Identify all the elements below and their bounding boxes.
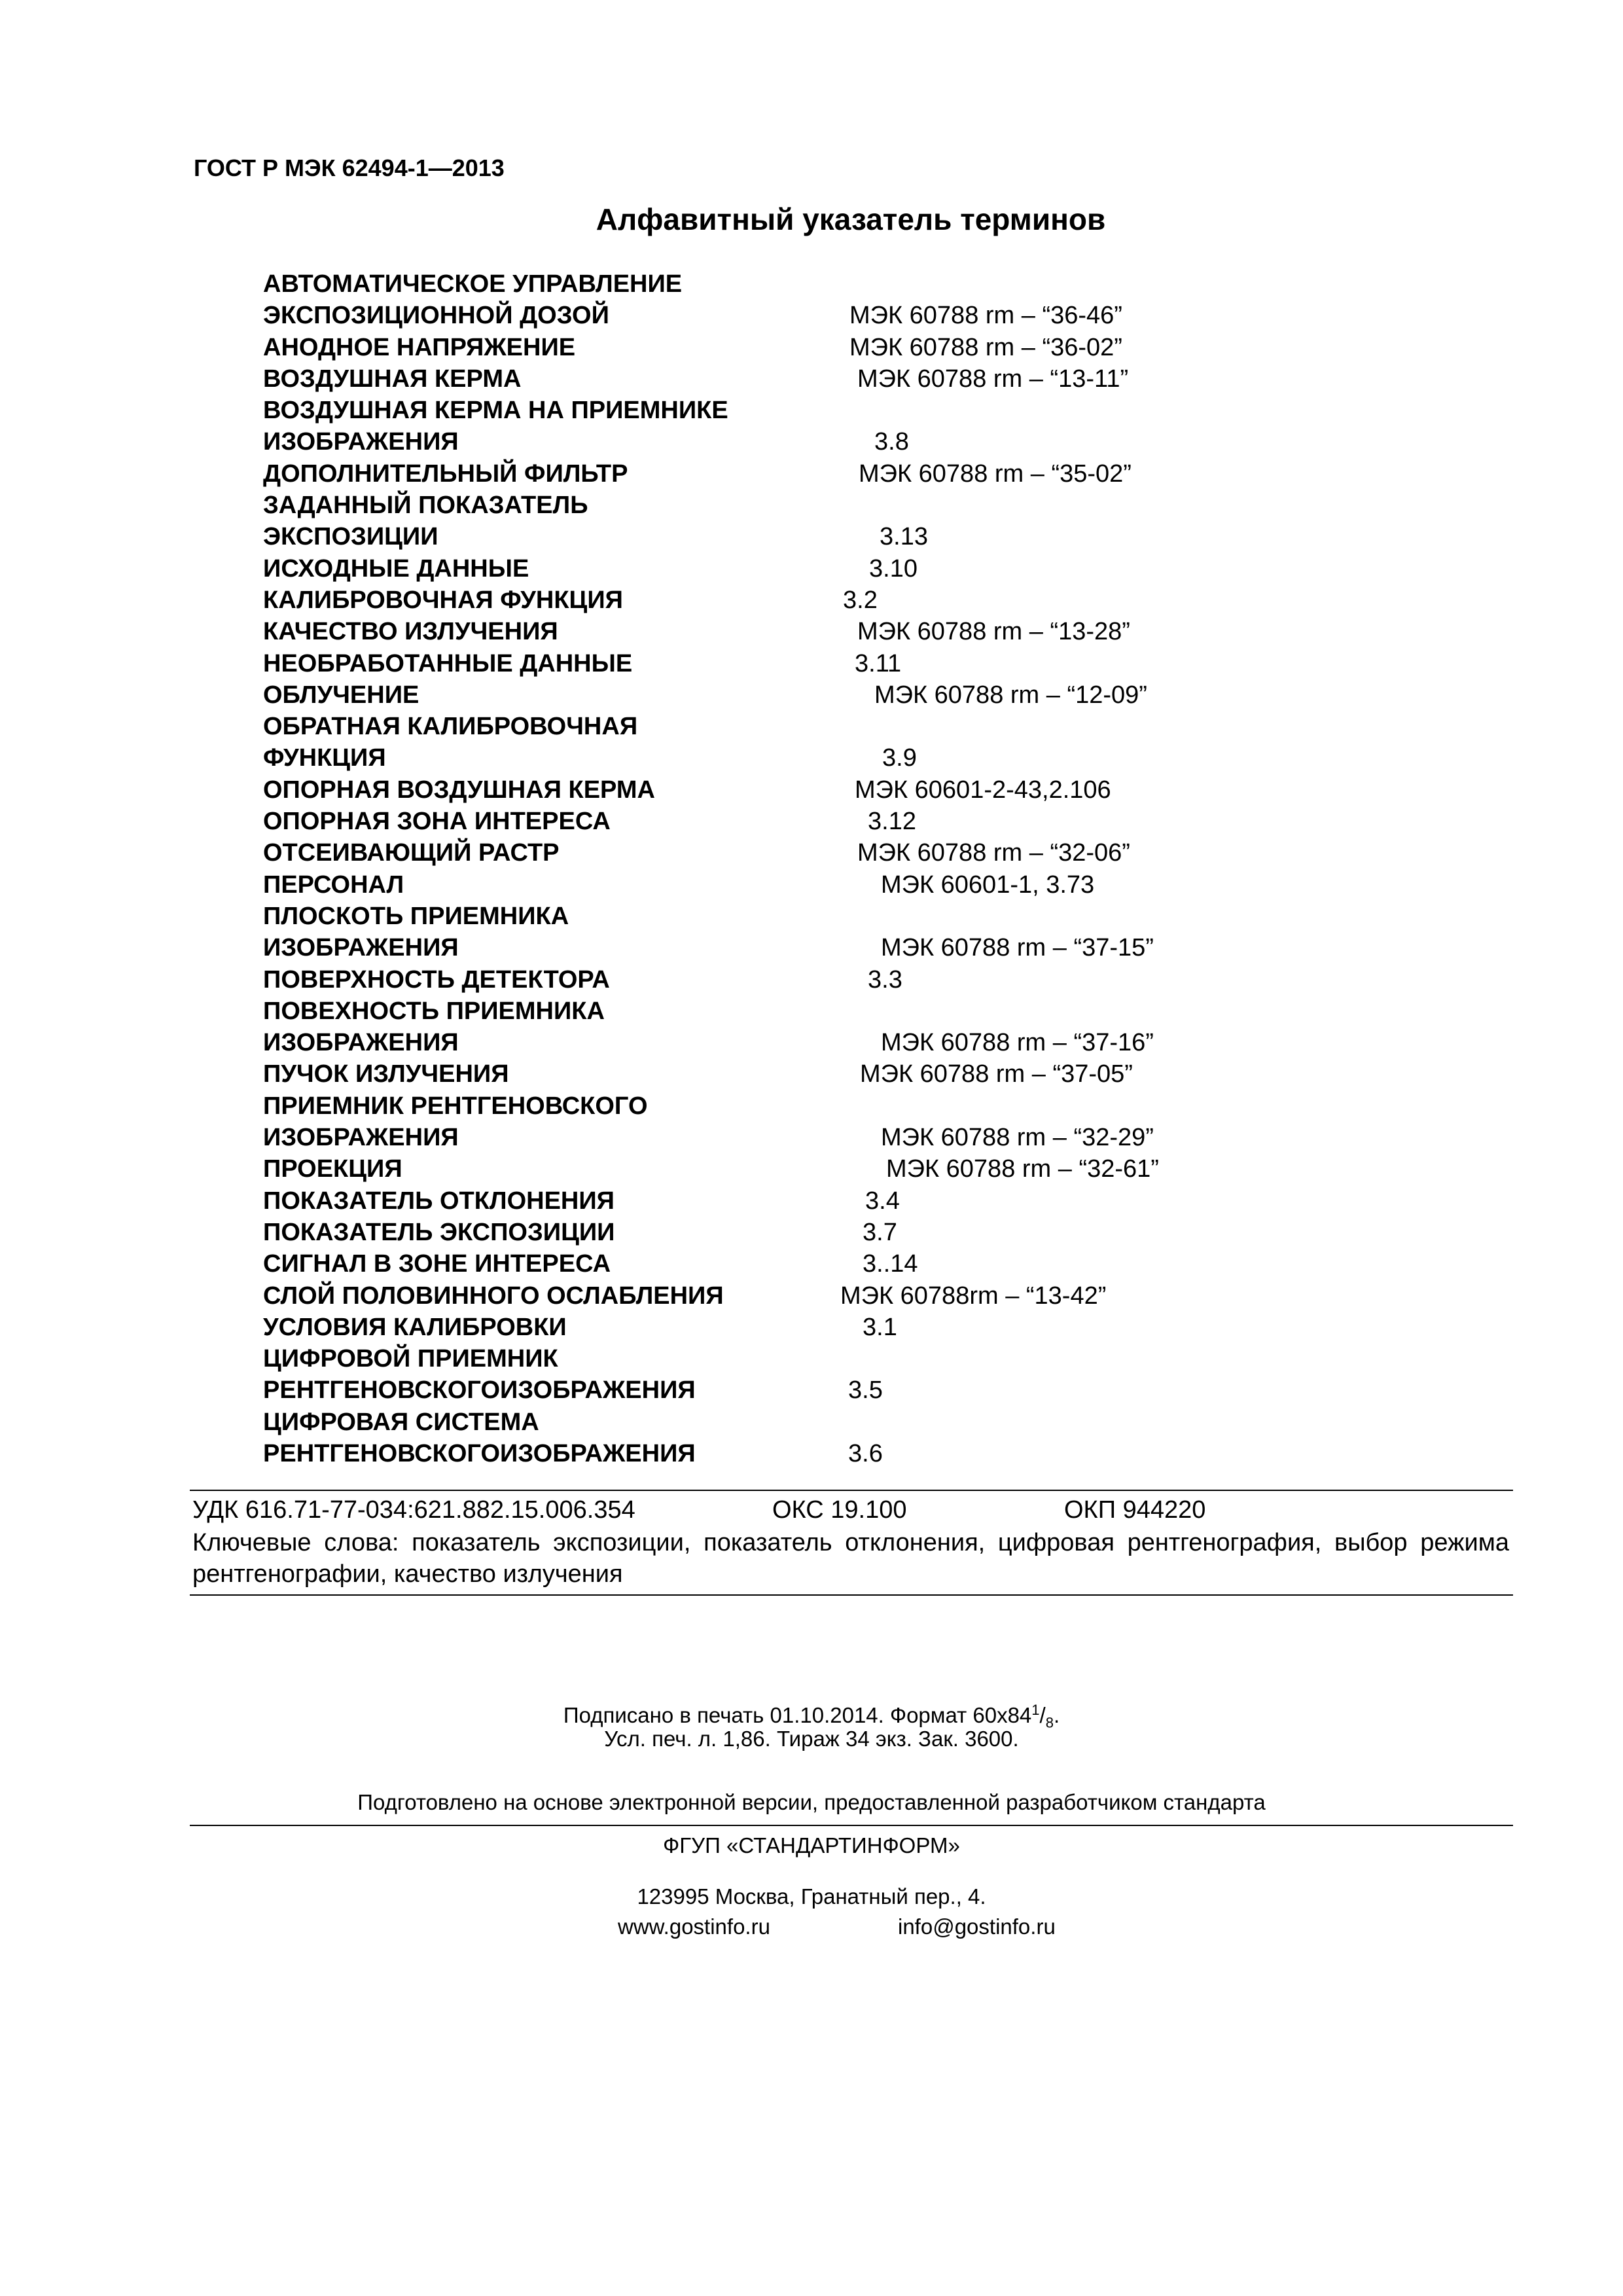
- index-entry: [0, 1090, 1623, 1122]
- index-reference: 3.9: [882, 744, 917, 772]
- format-fraction-denominator: 8: [1045, 1714, 1054, 1731]
- index-term: ИЗОБРАЖЕНИЯ: [263, 934, 459, 962]
- index-entry: [0, 426, 1623, 457]
- index-entry: [0, 1374, 1623, 1406]
- index-entry: [0, 1438, 1623, 1469]
- index-reference: 3.2: [843, 586, 878, 614]
- index-term: АВТОМАТИЧЕСКОЕ УПРАВЛЕНИЕ: [263, 270, 683, 298]
- index-term: СИГНАЛ В ЗОНЕ ИНТЕРЕСА: [263, 1250, 611, 1278]
- index-term: ПРОЕКЦИЯ: [263, 1155, 402, 1183]
- index-reference: 3.6: [848, 1439, 883, 1467]
- index-entry: [0, 332, 1623, 363]
- index-entry: [0, 648, 1623, 679]
- index-reference: 3..14: [863, 1250, 918, 1278]
- index-entry: [0, 901, 1623, 932]
- index-entry: [0, 806, 1623, 837]
- index-term: РЕНТГЕНОВСКОГОИЗОБРАЖЕНИЯ: [263, 1376, 696, 1405]
- index-entry: [0, 837, 1623, 869]
- udk-code: УДК 616.71-77-034:621.882.15.006.354: [192, 1496, 635, 1524]
- publisher-contacts: [0, 1913, 1623, 1941]
- index-reference: 3.11: [855, 649, 902, 677]
- prepared-note: Подготовлено на основе электронной версии, предоставленной разработчиком стандарта: [357, 1790, 1266, 1814]
- publisher-name: ФГУП «СТАНДАРТИНФОРМ»: [663, 1833, 960, 1857]
- index-entry: [0, 996, 1623, 1027]
- classification-row: [0, 1494, 1623, 1527]
- index-entry: [0, 300, 1623, 331]
- email-link[interactable]: info@gostinfo.ru: [898, 1914, 1056, 1939]
- index-reference: МЭК 60788 rm – “35-02”: [859, 459, 1132, 488]
- index-term: ПУЧОК ИЗЛУЧЕНИЯ: [263, 1060, 509, 1088]
- index-reference: МЭК 60788 rm – “32-29”: [881, 1124, 1154, 1152]
- index-term: РЕНТГЕНОВСКОГОИЗОБРАЖЕНИЯ: [263, 1439, 696, 1467]
- index-term: ПОКАЗАТЕЛЬ ЭКСПОЗИЦИИ: [263, 1218, 615, 1246]
- index-reference: МЭК 60788 rm – “32-06”: [857, 839, 1130, 867]
- index-term: ОПОРНАЯ ЗОНА ИНТЕРЕСА: [263, 808, 611, 836]
- index-entry: [0, 521, 1623, 552]
- okp-code: ОКП 944220: [1064, 1496, 1206, 1524]
- index-term: ПЕРСОНАЛ: [263, 870, 404, 899]
- document-code: ГОСТ Р МЭК 62494-1—2013: [194, 154, 505, 181]
- index-reference: МЭК 60601-1, 3.73: [881, 870, 1095, 899]
- index-reference: МЭК 60788 rm – “12-09”: [874, 681, 1147, 709]
- index-reference: 3.8: [874, 428, 909, 456]
- index-title: Алфавитный указатель терминов: [596, 202, 1106, 236]
- index-entry: [0, 363, 1623, 395]
- index-reference: МЭК 60788 rm – “13-11”: [857, 365, 1129, 393]
- signed-text: Подписано в печать 01.10.2014. Формат 60x84: [563, 1703, 1032, 1727]
- index-term: ВОЗДУШНАЯ КЕРМА НА ПРИЕМНИКЕ: [263, 397, 728, 425]
- top-divider: [190, 1490, 1513, 1491]
- index-entry: [0, 711, 1623, 742]
- index-reference: 3.5: [848, 1376, 883, 1405]
- index-reference: 3.4: [865, 1187, 900, 1215]
- index-reference: МЭК 60788 rm – “13-28”: [857, 618, 1130, 646]
- index-reference: МЭК 60788 rm – “36-46”: [849, 302, 1122, 330]
- bottom-divider: [190, 1594, 1513, 1596]
- index-entry: [0, 584, 1623, 616]
- index-reference: 3.10: [869, 554, 918, 583]
- format-fraction-numerator: 1: [1031, 1702, 1040, 1718]
- index-entry: [0, 1185, 1623, 1217]
- index-term: ОПОРНАЯ ВОЗДУШНАЯ КЕРМА: [263, 776, 655, 804]
- index-reference: 3.7: [863, 1218, 897, 1246]
- index-term: ПОКАЗАТЕЛЬ ОТКЛОНЕНИЯ: [263, 1187, 615, 1215]
- index-entry: [0, 616, 1623, 647]
- index-term: КАЛИБРОВОЧНАЯ ФУНКЦИЯ: [263, 586, 623, 614]
- index-term: ОТСЕИВАЮЩИЙ РАСТР: [263, 839, 560, 867]
- index-entry: [0, 1280, 1623, 1312]
- index-reference: 3.12: [868, 808, 916, 836]
- index-term: ЦИФРОВАЯ СИСТЕМА: [263, 1408, 539, 1436]
- index-reference: 3.3: [868, 965, 902, 994]
- index-term: ИЗОБРАЖЕНИЯ: [263, 1124, 459, 1152]
- index-reference: МЭК 60601-2-43,2.106: [855, 776, 1111, 804]
- index-entry: [0, 1058, 1623, 1090]
- website-link[interactable]: www.gostinfo.ru: [618, 1914, 770, 1939]
- index-entry: [0, 1217, 1623, 1248]
- index-entry: [0, 869, 1623, 901]
- index-reference: 3.13: [880, 523, 928, 551]
- index-reference: 3.1: [863, 1313, 897, 1341]
- index-entry: [0, 742, 1623, 774]
- index-term: ПРИЕМНИК РЕНТГЕНОВСКОГО: [263, 1092, 648, 1120]
- index-entry: [0, 395, 1623, 426]
- index-reference: МЭК 60788 rm – “37-05”: [860, 1060, 1133, 1088]
- index-term: ИЗОБРАЖЕНИЯ: [263, 428, 459, 456]
- index-term: УСЛОВИЯ КАЛИБРОВКИ: [263, 1313, 567, 1341]
- index-term: КАЧЕСТВО ИЗЛУЧЕНИЯ: [263, 618, 558, 646]
- index-term: ПЛОСКОТЬ ПРИЕМНИКА: [263, 902, 569, 930]
- index-entry: [0, 490, 1623, 521]
- index-entry: [0, 774, 1623, 806]
- index-reference: МЭК 60788 rm – “32-61”: [886, 1155, 1159, 1183]
- index-entry: [0, 458, 1623, 490]
- publisher-divider: [190, 1825, 1513, 1826]
- publisher-address: 123995 Москва, Гранатный пер., 4.: [637, 1884, 986, 1909]
- index-reference: МЭК 60788 rm – “36-02”: [849, 333, 1122, 361]
- index-entry: [0, 1407, 1623, 1438]
- index-entry: [0, 1122, 1623, 1153]
- index-term: СЛОЙ ПОЛОВИННОГО ОСЛАБЛЕНИЯ: [263, 1282, 724, 1310]
- index-term: ЦИФРОВОЙ ПРИЕМНИК: [263, 1345, 558, 1373]
- index-term: ЗАДАННЫЙ ПОКАЗАТЕЛЬ: [263, 492, 588, 520]
- index-term: ВОЗДУШНАЯ КЕРМА: [263, 365, 522, 393]
- index-entry: [0, 964, 1623, 996]
- index-reference: МЭК 60788rm – “13-42”: [840, 1282, 1107, 1310]
- index-term: НЕОБРАБОТАННЫЕ ДАННЫЕ: [263, 649, 633, 677]
- index-term: ПОВЕРХНОСТЬ ДЕТЕКТОРА: [263, 965, 610, 994]
- index-entry: [0, 1248, 1623, 1280]
- index-term: ПОВЕХНОСТЬ ПРИЕМНИКА: [263, 997, 605, 1025]
- index-term: АНОДНОЕ НАПРЯЖЕНИЕ: [263, 333, 576, 361]
- index-entry: [0, 679, 1623, 711]
- keywords: Ключевые слова: показатель экспозиции, показатель отклонения, цифровая рентгенография, выбор режима рентгенографии, качество излучения: [192, 1529, 1509, 1588]
- index-term: ЭКСПОЗИЦИОННОЙ ДОЗОЙ: [263, 302, 609, 330]
- index-entry: [0, 1153, 1623, 1185]
- format-fraction-separator: /: [1039, 1703, 1046, 1727]
- index-term: ИСХОДНЫЕ ДАННЫЕ: [263, 554, 529, 583]
- index-reference: МЭК 60788 rm – “37-15”: [881, 934, 1154, 962]
- index-entry: [0, 1027, 1623, 1058]
- index-entry: [0, 553, 1623, 584]
- index-term: ОБЛУЧЕНИЕ: [263, 681, 419, 709]
- index-entry: [0, 268, 1623, 300]
- term-index-list: [0, 268, 1623, 1469]
- index-term: ИЗОБРАЖЕНИЯ: [263, 1029, 459, 1057]
- print-info: Усл. печ. л. 1,86. Тираж 34 экз. Зак. 3600.: [604, 1727, 1019, 1751]
- index-reference: МЭК 60788 rm – “37-16”: [881, 1029, 1154, 1057]
- format-fraction-end: .: [1053, 1703, 1060, 1727]
- index-entry: [0, 1312, 1623, 1343]
- index-term: ФУНКЦИЯ: [263, 744, 386, 772]
- index-term: ДОПОЛНИТЕЛЬНЫЙ ФИЛЬТР: [263, 459, 628, 488]
- index-term: ОБРАТНАЯ КАЛИБРОВОЧНАЯ: [263, 713, 638, 741]
- index-term: ЭКСПОЗИЦИИ: [263, 523, 438, 551]
- oks-code: ОКС 19.100: [772, 1496, 907, 1524]
- index-entry: [0, 932, 1623, 963]
- index-entry: [0, 1343, 1623, 1374]
